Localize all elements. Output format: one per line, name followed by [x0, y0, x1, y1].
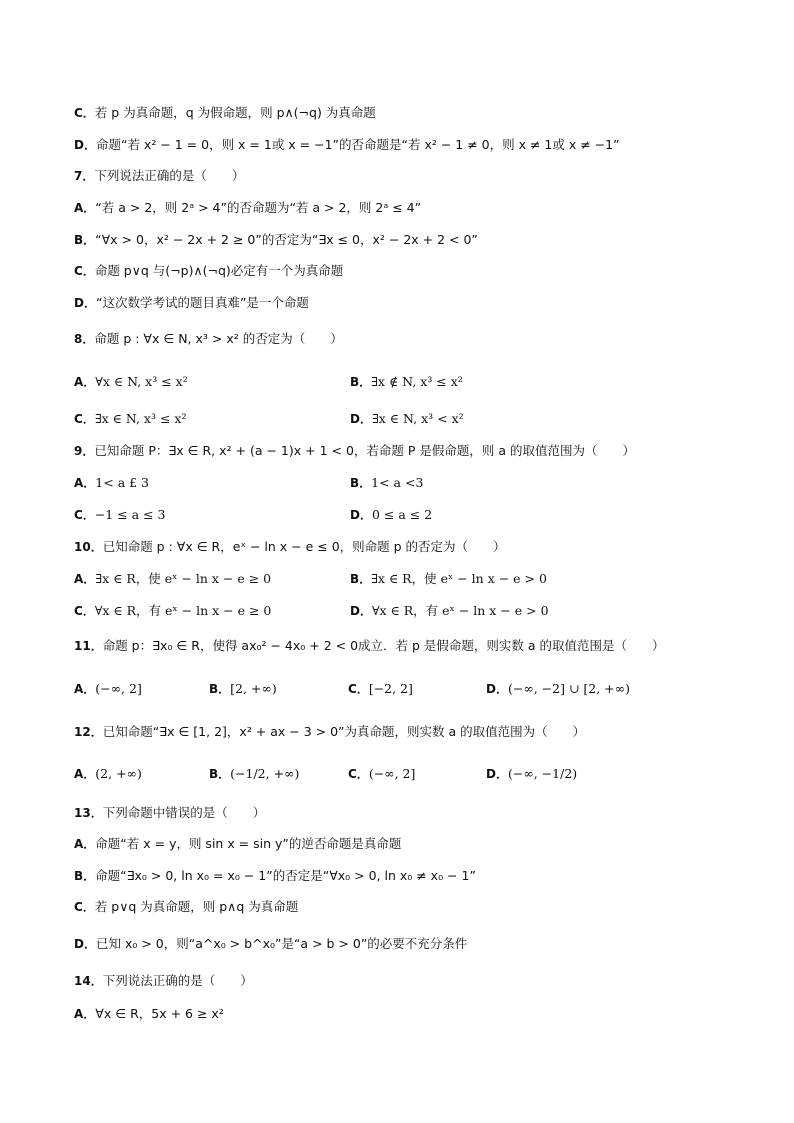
option-label: C．	[74, 508, 95, 522]
option-label: D．	[350, 604, 372, 618]
question-text: 已知命题 P：∃x ∈ R, x² + (a − 1)x + 1 < 0，若命题 P 是假命题，则 a 的取值范围为（ ）	[94, 443, 635, 458]
q6-option-d	[74, 136, 754, 154]
q10-options-row-1	[74, 569, 754, 589]
q9-option-a	[74, 473, 149, 493]
option-label: A．	[74, 572, 96, 586]
option-text: (−1/2, +∞)	[230, 766, 300, 781]
q13-option-c	[74, 898, 754, 916]
option-label: B．	[350, 476, 372, 490]
option-text: ∀x ∈ R，5x + 6 ≥ x²	[95, 1006, 224, 1021]
question-number: 13．	[74, 806, 103, 820]
question-10	[74, 538, 754, 556]
q9-option-c	[74, 505, 166, 525]
q13-option-b	[74, 867, 754, 885]
option-text: 命题 p∨q 与(¬p)∧(¬q)必定有一个为真命题	[94, 263, 344, 278]
option-text: 若 p 为真命题，q 为假命题，则 p∧(¬q) 为真命题	[94, 105, 376, 120]
q9-options-row-2	[74, 505, 754, 525]
option-text: ∃x ∈ R，使 eˣ − ln x − e > 0	[371, 571, 547, 586]
question-number: 12．	[74, 725, 103, 739]
question-number: 8．	[74, 332, 95, 346]
question-number: 11．	[74, 639, 103, 653]
option-text: 命题“∃x₀ > 0, ln x₀ = x₀ − 1”的否定是“∀x₀ > 0, ln x₀ ≠ x₀ − 1”	[95, 868, 476, 883]
option-text: (−∞, −2] ∪ [2, +∞)	[507, 681, 630, 696]
option-text: ∃x ∈ N, x³ < x²	[371, 411, 464, 426]
question-text: 下列说法正确的是（ ）	[94, 168, 245, 183]
option-text: 0 ≤ a ≤ 2	[371, 507, 433, 522]
q13-option-d	[74, 935, 754, 953]
question-text: 命题 p：∃x₀ ∈ R，使得 ax₀² − 4x₀ + 2 < 0成立．若 p 是假命题，则实数 a 的取值范围是（ ）	[102, 638, 665, 653]
q9-options-row-1	[74, 473, 754, 493]
q8-option-d	[350, 409, 464, 429]
option-label: B．	[350, 375, 372, 389]
q6-option-c	[74, 104, 754, 122]
option-label: A．	[74, 201, 96, 215]
option-label: C．	[74, 900, 95, 914]
option-label: B．	[350, 572, 372, 586]
option-label: C．	[74, 604, 95, 618]
q8-option-b	[350, 372, 463, 392]
q14-option-a	[74, 1005, 754, 1023]
option-text: ∃x ∉ N, x³ ≤ x²	[371, 374, 463, 389]
option-label: D．	[74, 138, 96, 152]
question-9	[74, 442, 754, 460]
option-label: B．	[209, 682, 231, 696]
question-number: 9．	[74, 444, 95, 458]
option-text: [−2, 2]	[368, 681, 413, 696]
q13-option-a	[74, 835, 754, 853]
option-label: D．	[350, 412, 372, 426]
option-text: ∀x ∈ N, x³ ≤ x²	[95, 374, 188, 389]
question-12	[74, 723, 754, 741]
question-7	[74, 167, 754, 185]
question-text: 下列命题中错误的是（ ）	[102, 805, 266, 820]
option-text: ∃x ∈ N, x³ ≤ x²	[94, 411, 187, 426]
q12-option-d	[486, 764, 577, 784]
option-text: 命题“若 x = y，则 sin x = sin y”的逆否命题是真命题	[95, 836, 402, 851]
option-label: C．	[74, 264, 95, 278]
option-label: C．	[348, 682, 369, 696]
option-text: ∀x ∈ R，有 eˣ − ln x − e ≥ 0	[94, 603, 272, 618]
q7-option-a	[74, 199, 754, 217]
option-label: A．	[74, 767, 96, 781]
option-label: D．	[350, 508, 372, 522]
option-text: ∃x ∈ R，使 eˣ − ln x − e ≥ 0	[95, 571, 272, 586]
question-number: 10．	[74, 540, 103, 554]
q10-option-c	[74, 601, 271, 621]
option-text: (−∞, 2]	[95, 681, 142, 696]
option-text: ∀x ∈ R，有 eˣ − ln x − e > 0	[371, 603, 549, 618]
q12-options-row	[74, 764, 754, 784]
question-13	[74, 804, 754, 822]
option-label: A．	[74, 1007, 96, 1021]
option-label: B．	[74, 869, 96, 883]
option-text: 已知 x₀ > 0，则“a^x₀ > b^x₀”是“a > b > 0”的必要不充分条件	[95, 936, 468, 951]
q11-options-row	[74, 679, 754, 699]
q11-option-c	[348, 679, 413, 699]
q10-option-d	[350, 601, 549, 621]
q11-option-b	[209, 679, 277, 699]
option-text: (2, +∞)	[95, 766, 142, 781]
option-label: A．	[74, 476, 96, 490]
option-text: “若 a > 2，则 2ᵃ > 4”的否命题为“若 a > 2，则 2ᵃ ≤ 4”	[95, 200, 422, 215]
question-8	[74, 330, 754, 348]
option-label: C．	[348, 767, 369, 781]
option-text: −1 ≤ a ≤ 3	[94, 507, 166, 522]
option-text: 1< a <3	[371, 475, 424, 490]
question-number: 7．	[74, 169, 95, 183]
question-text: 已知命题“∃x ∈ [1, 2]，x² + ax − 3 > 0”为真命题，则实数 a 的取值范围为（ ）	[102, 724, 586, 739]
q10-options-row-2	[74, 601, 754, 621]
q11-option-a	[74, 679, 142, 699]
option-label: D．	[486, 682, 508, 696]
q10-option-b	[350, 569, 547, 589]
option-text: “这次数学考试的题目真难”是一个命题	[95, 295, 309, 310]
q12-option-b	[209, 764, 299, 784]
option-text: 若 p∨q 为真命题，则 p∧q 为真命题	[94, 899, 299, 914]
option-label: B．	[209, 767, 231, 781]
q9-option-d	[350, 505, 432, 525]
question-14	[74, 972, 754, 990]
q8-options-row-1	[74, 372, 754, 392]
option-label: D．	[74, 937, 96, 951]
question-11	[74, 637, 754, 655]
option-text: “∀x > 0，x² − 2x + 2 ≥ 0”的否定为“∃x ≤ 0，x² − 2x + 2 < 0”	[95, 232, 478, 247]
q7-option-c	[74, 262, 754, 280]
option-text: [2, +∞)	[230, 681, 277, 696]
q8-option-c	[74, 409, 186, 429]
q7-option-b	[74, 231, 754, 249]
option-label: A．	[74, 375, 96, 389]
q8-options-row-2	[74, 409, 754, 429]
option-label: D．	[74, 296, 96, 310]
option-label: A．	[74, 682, 96, 696]
question-text: 已知命题 p : ∀x ∈ R，eˣ − ln x − e ≤ 0，则命题 p 的否定为（ ）	[102, 539, 506, 554]
option-label: C．	[74, 412, 95, 426]
option-text: (−∞, 2]	[368, 766, 416, 781]
option-text: 1< a £ 3	[95, 475, 150, 490]
option-label: B．	[74, 233, 96, 247]
q11-option-d	[486, 679, 630, 699]
question-text: 下列说法正确的是（ ）	[102, 973, 253, 988]
q9-option-b	[350, 473, 423, 493]
question-number: 14．	[74, 974, 103, 988]
q12-option-a	[74, 764, 142, 784]
option-text: 命题“若 x² − 1 = 0，则 x = 1或 x = −1”的否命题是“若 x² − 1 ≠ 0，则 x ≠ 1或 x ≠ −1”	[95, 137, 620, 152]
option-label: D．	[486, 767, 508, 781]
q12-option-c	[348, 764, 415, 784]
q7-option-d	[74, 294, 754, 312]
question-text: 命题 p : ∀x ∈ N, x³ > x² 的否定为（ ）	[94, 331, 343, 346]
q8-option-a	[74, 372, 188, 392]
q10-option-a	[74, 569, 271, 589]
option-label: A．	[74, 837, 96, 851]
option-text: (−∞, −1/2)	[507, 766, 578, 781]
option-label: C．	[74, 106, 95, 120]
